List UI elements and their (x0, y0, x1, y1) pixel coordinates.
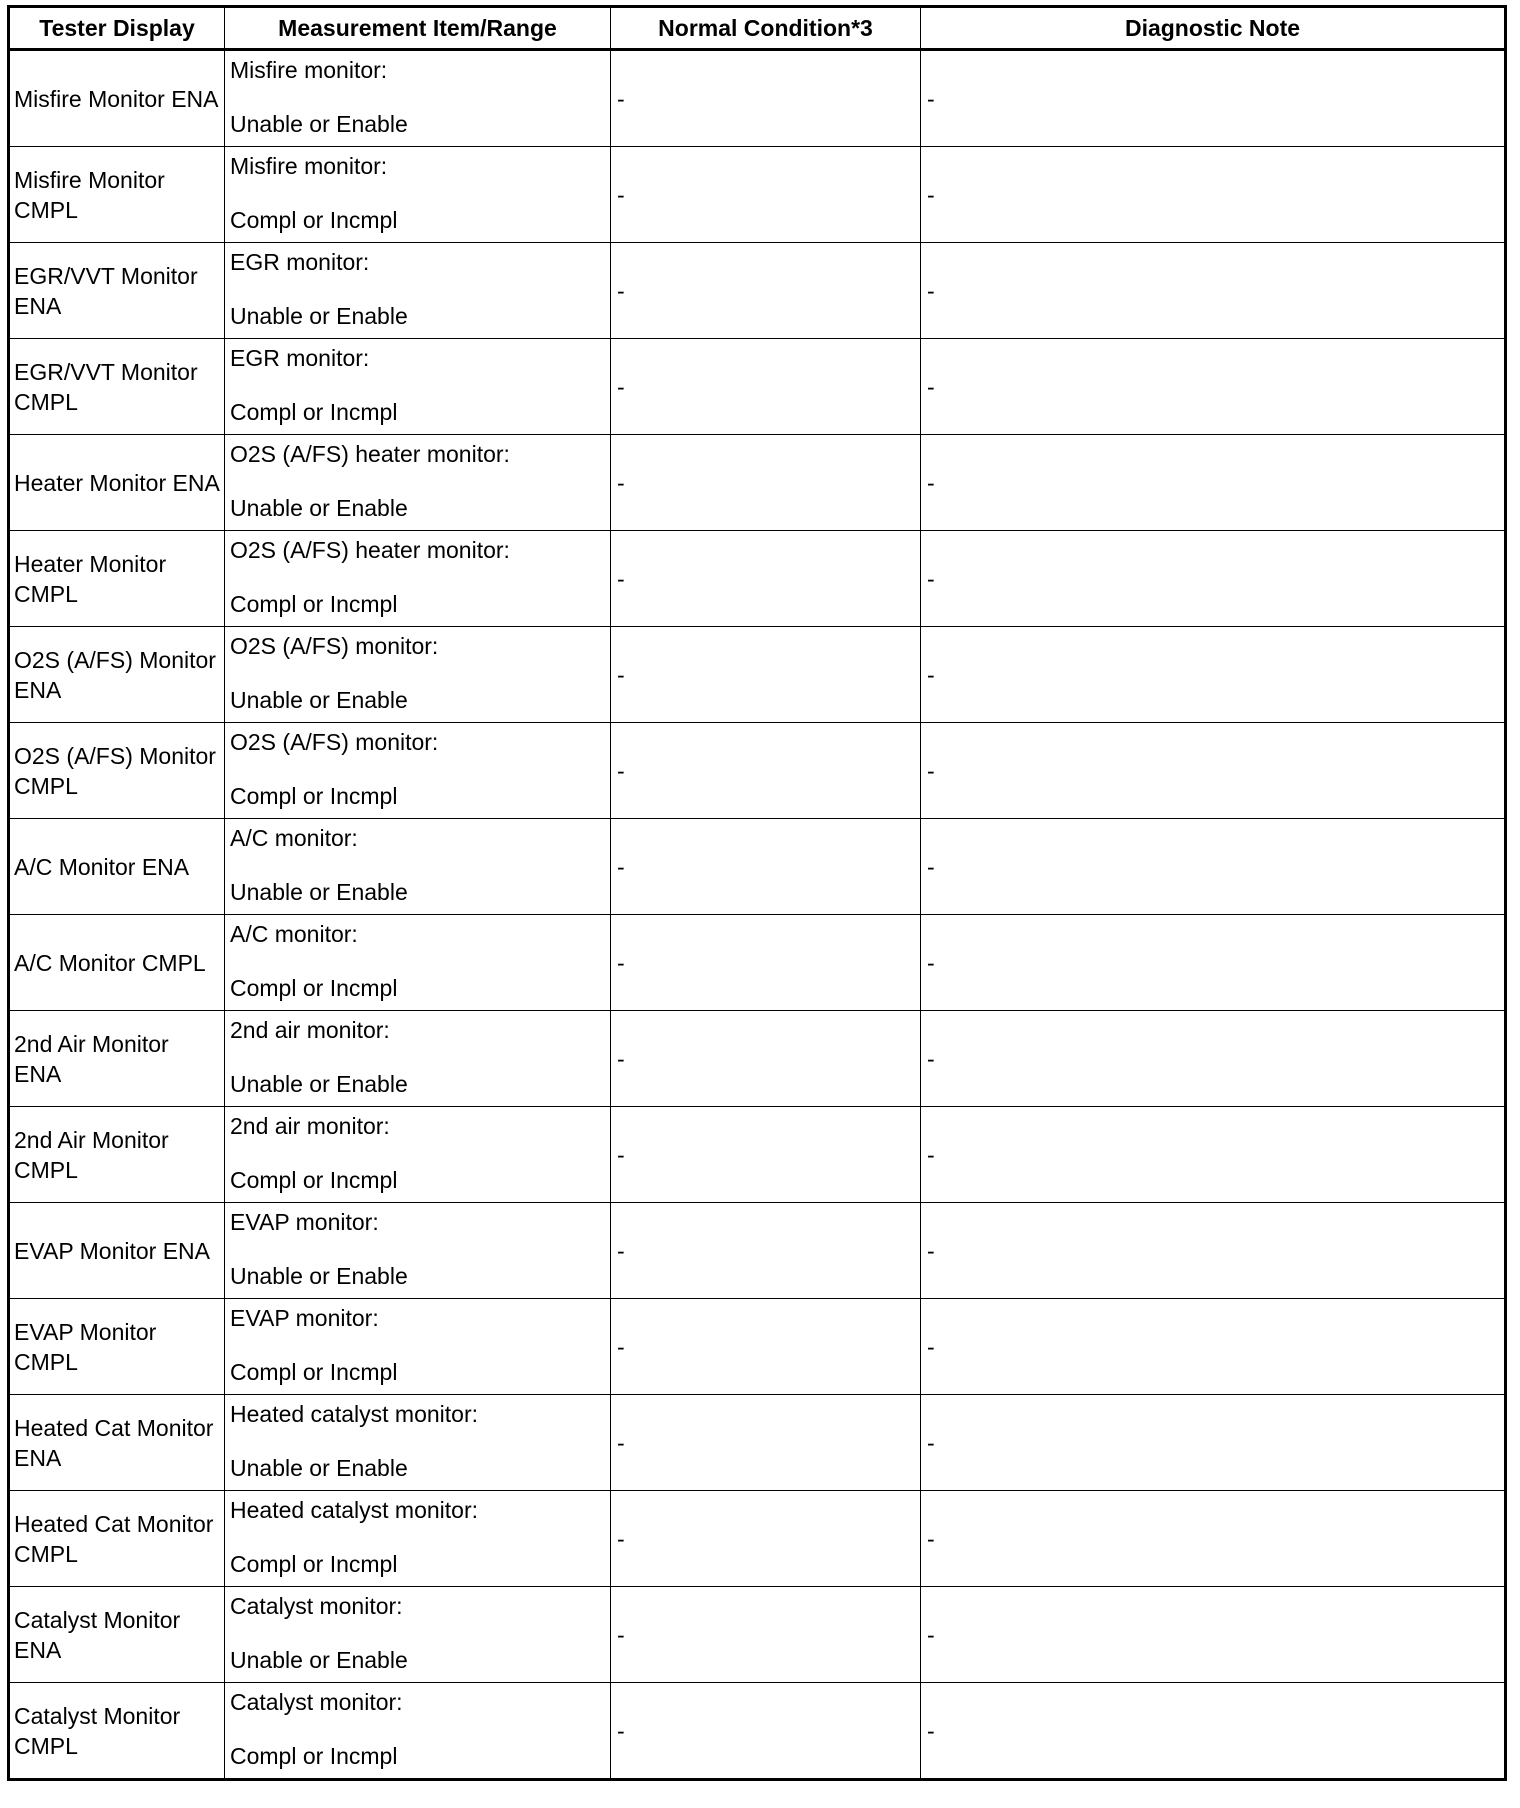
measurement-item: Misfire monitor: (230, 153, 388, 179)
normal-condition-cell: - (611, 1491, 921, 1587)
tester-display-cell: 2nd Air Monitor ENA (9, 1011, 225, 1107)
normal-condition-cell: - (611, 915, 921, 1011)
measurement-range: Compl or Incmpl (230, 1743, 398, 1769)
measurement-range: Compl or Incmpl (230, 1551, 398, 1577)
table-row (9, 435, 1506, 531)
diagnostic-note-cell: - (921, 147, 1506, 243)
measurement-range: Unable or Enable (230, 1455, 408, 1481)
tester-display-cell: O2S (A/FS) Monitor ENA (9, 627, 225, 723)
measurement-range: Unable or Enable (230, 303, 408, 329)
table-body (9, 50, 1506, 1780)
measurement-range: Unable or Enable (230, 495, 408, 521)
measurement-cell (225, 435, 611, 531)
tester-display-cell: Misfire Monitor ENA (9, 50, 225, 147)
measurement-item: A/C monitor: (230, 921, 358, 947)
measurement-cell (225, 339, 611, 435)
normal-condition-cell: - (611, 531, 921, 627)
diagnostic-note-cell: - (921, 1395, 1506, 1491)
normal-condition-cell: - (611, 627, 921, 723)
tester-display-cell: Heater Monitor ENA (9, 435, 225, 531)
diagnostic-note-cell: - (921, 1587, 1506, 1683)
diagnostic-note-cell: - (921, 819, 1506, 915)
measurement-item: EVAP monitor: (230, 1209, 379, 1235)
diagnostic-note-cell: - (921, 531, 1506, 627)
measurement-range: Unable or Enable (230, 879, 408, 905)
tester-display-cell: EVAP Monitor ENA (9, 1203, 225, 1299)
normal-condition-cell: - (611, 1203, 921, 1299)
diagnostic-note-cell: - (921, 339, 1506, 435)
measurement-item: Heated catalyst monitor: (230, 1401, 479, 1427)
measurement-item: A/C monitor: (230, 825, 358, 851)
measurement-cell (225, 1011, 611, 1107)
header-diagnostic-note: Diagnostic Note (921, 7, 1506, 50)
measurement-range: Compl or Incmpl (230, 399, 398, 425)
table-row (9, 819, 1506, 915)
table-row (9, 339, 1506, 435)
diagnostic-note-cell: - (921, 243, 1506, 339)
normal-condition-cell: - (611, 1395, 921, 1491)
table-row (9, 627, 1506, 723)
tester-display-cell: EGR/VVT Monitor ENA (9, 243, 225, 339)
header-measurement-item-range: Measurement Item/Range (225, 7, 611, 50)
measurement-range: Unable or Enable (230, 1071, 408, 1097)
measurement-cell (225, 1395, 611, 1491)
table-row (9, 50, 1506, 147)
normal-condition-cell: - (611, 1683, 921, 1780)
measurement-range: Compl or Incmpl (230, 1359, 398, 1385)
table-row (9, 1683, 1506, 1780)
measurement-range: Compl or Incmpl (230, 207, 398, 233)
table-row (9, 531, 1506, 627)
measurement-range: Compl or Incmpl (230, 591, 398, 617)
measurement-cell (225, 531, 611, 627)
diagnostic-data-table (7, 5, 1507, 1781)
table-row (9, 915, 1506, 1011)
tester-display-cell: A/C Monitor ENA (9, 819, 225, 915)
tester-display-cell: Catalyst Monitor ENA (9, 1587, 225, 1683)
measurement-item: 2nd air monitor: (230, 1017, 390, 1043)
tester-display-cell: 2nd Air Monitor CMPL (9, 1107, 225, 1203)
normal-condition-cell: - (611, 1011, 921, 1107)
table-row (9, 1491, 1506, 1587)
measurement-cell (225, 819, 611, 915)
table-row (9, 1299, 1506, 1395)
diagnostic-note-cell: - (921, 50, 1506, 147)
table-row (9, 1107, 1506, 1203)
tester-display-cell: EVAP Monitor CMPL (9, 1299, 225, 1395)
tester-display-cell: Heated Cat Monitor ENA (9, 1395, 225, 1491)
normal-condition-cell: - (611, 723, 921, 819)
measurement-cell (225, 1203, 611, 1299)
diagnostic-note-cell: - (921, 435, 1506, 531)
diagnostic-note-cell: - (921, 723, 1506, 819)
measurement-item: 2nd air monitor: (230, 1113, 390, 1139)
measurement-cell (225, 627, 611, 723)
normal-condition-cell: - (611, 1299, 921, 1395)
measurement-cell (225, 1299, 611, 1395)
normal-condition-cell: - (611, 243, 921, 339)
tester-display-cell: EGR/VVT Monitor CMPL (9, 339, 225, 435)
diagnostic-note-cell: - (921, 1299, 1506, 1395)
normal-condition-cell: - (611, 50, 921, 147)
measurement-cell (225, 1491, 611, 1587)
measurement-range: Compl or Incmpl (230, 783, 398, 809)
tester-display-cell: Catalyst Monitor CMPL (9, 1683, 225, 1780)
measurement-item: O2S (A/FS) heater monitor: (230, 537, 510, 563)
tester-display-cell: Heater Monitor CMPL (9, 531, 225, 627)
tester-display-cell: O2S (A/FS) Monitor CMPL (9, 723, 225, 819)
diagnostic-note-cell: - (921, 1491, 1506, 1587)
measurement-cell (225, 147, 611, 243)
tester-display-cell: Misfire Monitor CMPL (9, 147, 225, 243)
table-row (9, 243, 1506, 339)
measurement-item: EVAP monitor: (230, 1305, 379, 1331)
measurement-range: Compl or Incmpl (230, 975, 398, 1001)
diagnostic-note-cell: - (921, 1203, 1506, 1299)
measurement-item: O2S (A/FS) monitor: (230, 729, 439, 755)
normal-condition-cell: - (611, 339, 921, 435)
tester-display-cell: A/C Monitor CMPL (9, 915, 225, 1011)
normal-condition-cell: - (611, 435, 921, 531)
measurement-range: Unable or Enable (230, 111, 408, 137)
header-tester-display: Tester Display (9, 7, 225, 50)
diagnostic-note-cell: - (921, 1011, 1506, 1107)
tester-display-cell: Heated Cat Monitor CMPL (9, 1491, 225, 1587)
table-header (9, 7, 1506, 50)
header-normal-condition: Normal Condition*3 (611, 7, 921, 50)
measurement-range: Compl or Incmpl (230, 1167, 398, 1193)
normal-condition-cell: - (611, 819, 921, 915)
diagnostic-note-cell: - (921, 627, 1506, 723)
header-row (9, 7, 1506, 50)
normal-condition-cell: - (611, 147, 921, 243)
measurement-item: Misfire monitor: (230, 57, 388, 83)
diagnostic-note-cell: - (921, 915, 1506, 1011)
table-row (9, 1395, 1506, 1491)
measurement-range: Unable or Enable (230, 687, 408, 713)
table-row (9, 1587, 1506, 1683)
measurement-cell (225, 1587, 611, 1683)
diagnostic-note-cell: - (921, 1107, 1506, 1203)
measurement-range: Unable or Enable (230, 1263, 408, 1289)
measurement-item: EGR monitor: (230, 249, 370, 275)
measurement-cell (225, 723, 611, 819)
table-row (9, 1203, 1506, 1299)
measurement-cell (225, 243, 611, 339)
table-row (9, 1011, 1506, 1107)
measurement-item: Catalyst monitor: (230, 1689, 403, 1715)
table-row (9, 723, 1506, 819)
diagnostic-note-cell: - (921, 1683, 1506, 1780)
measurement-item: O2S (A/FS) heater monitor: (230, 441, 510, 467)
measurement-range: Unable or Enable (230, 1647, 408, 1673)
normal-condition-cell: - (611, 1587, 921, 1683)
measurement-cell (225, 50, 611, 147)
measurement-cell (225, 1107, 611, 1203)
measurement-cell (225, 1683, 611, 1780)
measurement-item: EGR monitor: (230, 345, 370, 371)
measurement-item: Heated catalyst monitor: (230, 1497, 479, 1523)
table-row (9, 147, 1506, 243)
normal-condition-cell: - (611, 1107, 921, 1203)
measurement-item: Catalyst monitor: (230, 1593, 403, 1619)
measurement-item: O2S (A/FS) monitor: (230, 633, 439, 659)
measurement-cell (225, 915, 611, 1011)
